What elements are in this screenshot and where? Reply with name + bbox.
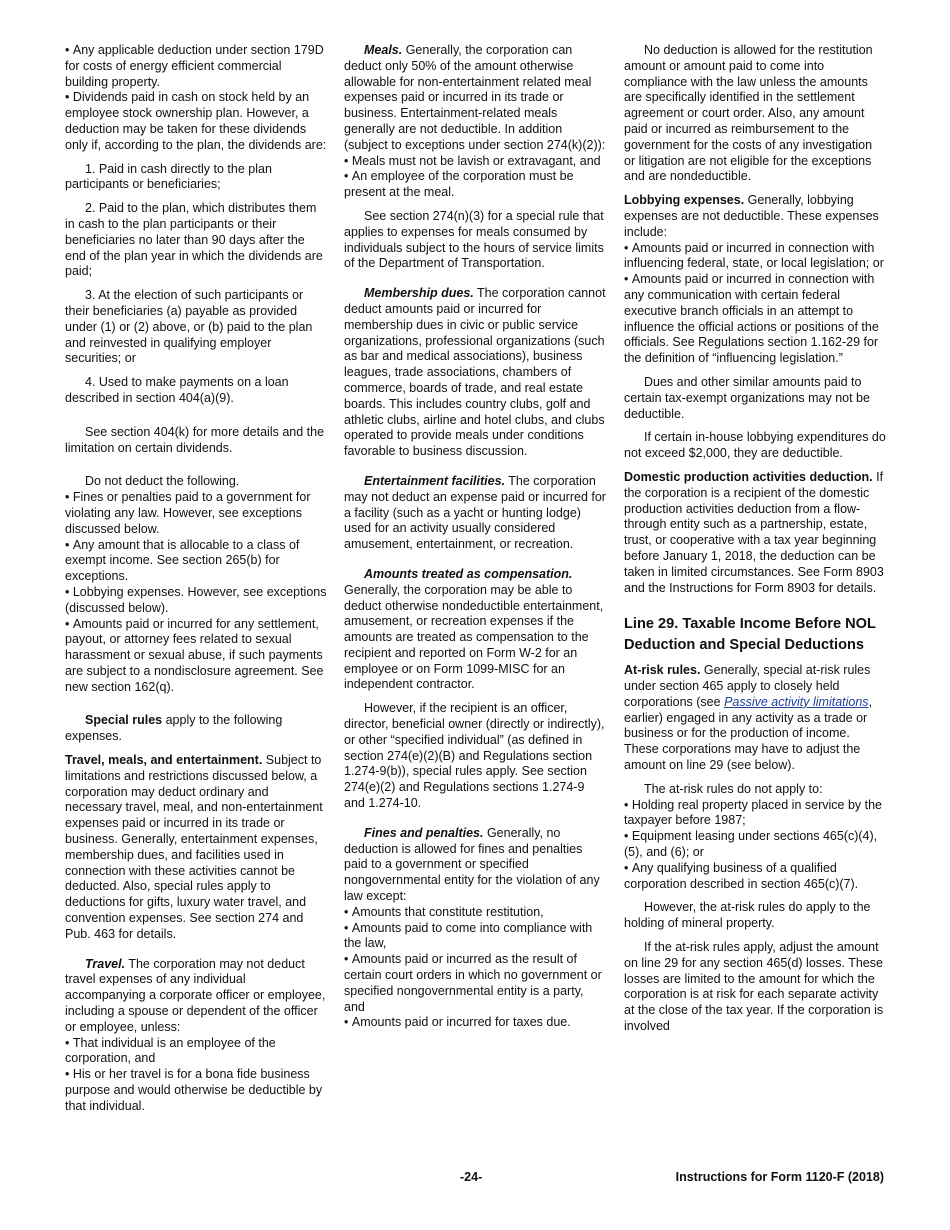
passive-activity-limitations-link[interactable]: Passive activity limitations — [724, 694, 869, 709]
numbered-item-4: 4. Used to make payments on a loan described in section 404(a)(9). — [65, 375, 289, 405]
special-rules-bold: Special rules — [85, 713, 163, 728]
bullet-exempt-income: • Any amount that is allocable to a class of exempt income. See section 265(b) for exceptions. — [65, 538, 327, 585]
bullet-meals-employee: • An employee of the corporation must be present at the meal. — [344, 169, 606, 201]
line-29-heading: Line 29. Taxable Income Before NOL Deduction and Special Deductions — [624, 616, 876, 653]
bullet-real-property: • Holding real property placed in service by the taxpayer before 1987; — [624, 798, 886, 830]
numbered-item-3: 3. At the election of such participants or their beneficiaries (a) payable as provided under (1) or (2) above, or (b) paid to the plan and reinvested in qualifying employer securities; or — [65, 288, 313, 366]
bullet-travel-employee: • That individual is an employee of the corporation, and — [65, 1036, 327, 1068]
specified-individual-paragraph: However, if the recipient is an officer, director, beneficial owner (directly or indirectly), or other “specified individual” (as defined in section 274(e)(2)(B) and Regulations section 1.274-9(b)), special rules apply. See section 274(e)(2) and Regulations sections 1.274-9 and 1.274-10. — [344, 701, 605, 811]
see-section-274n: See section 274(n)(3) for a special rule that applies to expenses for meals consumed by individuals subject to the hours of service limits of the Department of Transportation. — [344, 208, 604, 271]
bullet-179d: • Any applicable deduction under section 179D for costs of energy efficient commercial building property. — [65, 43, 327, 90]
do-not-deduct-intro: Do not deduct the following. — [85, 474, 240, 489]
bullet-executive-officials: • Amounts paid or incurred in connection with any communication with certain federal executive branch officials in an attempt to influence the official actions or positions of the officials. See Regulations section 1.162-29 for the definition of “influencing legislation.” — [624, 272, 886, 367]
special-rules-paragraph: Special rules apply to the following expenses. — [65, 713, 283, 744]
footer-form-title: Instructions for Form 1120-F (2018) — [675, 1170, 884, 1184]
compensation-paragraph: Amounts treated as compensation. Generally, the corporation may be able to deduct otherwise nondeductible entertainment, amusement, or recreation expenses if the amounts are treated as compensation to the recipient and reported on Form W-2 for an employee or on Form 1099-MISC for an independent contractor. — [344, 566, 604, 692]
page-number: -24- — [460, 1170, 483, 1184]
mineral-property-paragraph: However, the at-risk rules do apply to the holding of mineral property. — [624, 900, 871, 931]
dues-similar-paragraph: Dues and other similar amounts paid to certain tax-exempt organizations may not be deductible. — [624, 374, 870, 421]
bullet-meals-lavish: • Meals must not be lavish or extravagant, and — [344, 154, 606, 170]
see-section-404k: See section 404(k) for more details and the limitation on certain dividends. — [65, 424, 325, 455]
column-left — [65, 43, 327, 1115]
domestic-production-paragraph: Domestic production activities deduction. If the corporation is a recipient of the domestic production activities deduction from a flow-through entity such as a partnership, estate, trust, or cooperative with a tax year beginning before January 1, 2018, the deduction can be taken in limited circumstances. See Form 8903 and the Instructions for Form 8903 for details. — [624, 469, 884, 595]
bullet-fines: • Fines or penalties paid to a government for violating any law. However, see exceptions discussed below. — [65, 490, 327, 537]
numbered-item-1: 1. Paid in cash directly to the plan participants or beneficiaries; — [65, 161, 272, 192]
numbered-item-2: 2. Paid to the plan, which distributes them in cash to the plan participants or their beneficiaries no later than 90 days after the end of the plan year in which the dividends are paid; — [65, 201, 323, 279]
entertainment-facilities-paragraph: Entertainment facilities. The corporation may not deduct an expense paid or incurred for a facility (such as a yacht or hunting lodge) used for an activity usually considered amusement, entertainment, or recreation. — [344, 473, 606, 552]
lobbying-heading: Lobbying expenses. — [624, 193, 745, 208]
lobbying-paragraph: Lobbying expenses. Generally, lobbying expenses are not deductible. These expenses include: — [624, 193, 879, 239]
bullet-qualifying-business: • Any qualifying business of a qualified corporation described in section 465(c)(7). — [624, 861, 886, 893]
bullet-lobbying: • Lobbying expenses. However, see exceptions (discussed below). — [65, 585, 327, 617]
bullet-esop-dividends: • Dividends paid in cash on stock held by an employee stock ownership plan. However, a deduction may be taken for these dividends only if, according to the plan, the dividends are: — [65, 90, 327, 153]
in-house-lobbying-paragraph: If certain in-house lobbying expenditures do not exceed $2,000, they are deductible. — [624, 430, 886, 461]
bullet-influencing-legislation: • Amounts paid or incurred in connection with influencing federal, state, or local legislation; or — [624, 241, 886, 273]
bullet-compliance: • Amounts paid to come into compliance with the law, — [344, 921, 606, 953]
travel-heading: Travel. — [85, 956, 126, 971]
no-deduction-paragraph: No deduction is allowed for the restitution amount or amount paid to come into compliance with the law unless the amounts are specifically identified in the settlement agreement or court order. Also, any amount paid or incurred as reimbursement to the government for the costs of any investigation or litigation are not eligible for the exceptions and are nondeductible. — [624, 43, 873, 184]
fines-penalties-paragraph: Fines and penalties. Generally, no deduction is allowed for fines and penalties paid to a government or specified nongovernmental entity for the violation of any law except: — [344, 825, 600, 904]
compensation-heading: Amounts treated as compensation. — [364, 566, 573, 581]
bullet-equipment-leasing: • Equipment leasing under sections 465(c)(4), (5), and (6); or — [624, 829, 886, 861]
membership-dues-heading: Membership dues. — [364, 286, 474, 301]
travel-paragraph: Travel. The corporation may not deduct travel expenses of any individual accompanying a corporate officer or employee, including a spouse or dependent of the officer or employee, unless: — [65, 956, 326, 1034]
domestic-production-heading: Domestic production activities deduction. — [624, 469, 873, 484]
bullet-restitution: • Amounts that constitute restitution, — [344, 905, 606, 921]
bullet-taxes-due: • Amounts paid or incurred for taxes due. — [344, 1015, 606, 1031]
at-risk-heading: At-risk rules. — [624, 663, 701, 678]
meals-paragraph: Meals. Generally, the corporation can deduct only 50% of the amount otherwise allowable for non-entertainment related meal expenses paid or incurred in its trade or business. Entertainment-related meals generally are not deductible. In addition (subject to exceptions under section 274(k)(2)): — [344, 43, 606, 152]
membership-dues-paragraph: Membership dues. The corporation cannot deduct amounts paid or incurred for membership dues in civic or public service organizations, professional organizations (such as bar and medical associations), business leagues, trade associations, chambers of commerce, boards of trade, and real estate boards. This includes country clubs, golf and athletic clubs, airline and hotel clubs, and clubs operated to provide meals under conditions favorable to business discussion. — [344, 286, 606, 459]
entertainment-facilities-heading: Entertainment facilities. — [364, 473, 506, 488]
bullet-travel-business-purpose: • His or her travel is for a bona fide business purpose and would otherwise be deductible by that individual. — [65, 1067, 327, 1114]
at-risk-not-apply-intro: The at-risk rules do not apply to: — [644, 781, 823, 796]
meals-heading: Meals. — [364, 43, 403, 57]
bullet-settlement: • Amounts paid or incurred for any settlement, payout, or attorney fees related to sexual harassment or sexual abuse, if such payments are subject to a nondisclosure agreement. See new section 162(q). — [65, 617, 327, 696]
column-middle — [344, 43, 606, 1031]
column-right — [624, 43, 886, 1035]
travel-meals-entertainment-paragraph: Travel, meals, and entertainment. Subject to limitations and restrictions discussed below, a corporation may deduct ordinary and necessary travel, meal, and non-entertainment expenses paid or incurred in its trade or business. Generally, entertainment expenses, membership dues, and facilities used in connection with these activities cannot be deducted. Also, special rules apply to deductions for gifts, luxury water travel, and convention expenses. See section 274 and Pub. 463 for details. — [65, 753, 323, 941]
fines-penalties-heading: Fines and penalties. — [364, 825, 484, 840]
at-risk-adjust-paragraph: If the at-risk rules apply, adjust the amount on line 29 for any section 465(d) losses. These losses are limited to the amount for which the corporation is at risk for each separate activity at the close of the tax year. If the corporation is involved — [624, 940, 884, 1034]
bullet-court-orders: • Amounts paid or incurred as the result of certain court orders in which no government or specified nongovernmental entity is a party, and — [344, 952, 606, 1015]
at-risk-paragraph: At-risk rules. Generally, special at-risk rules under section 465 apply to closely held corporations (see Passive activity limitations, earlier) engaged in any activity as a trade or business or for the production of income. These corporations may have to adjust the amount on line 29 (see below). — [624, 663, 873, 773]
travel-meals-entertainment-heading: Travel, meals, and entertainment. — [65, 753, 263, 768]
